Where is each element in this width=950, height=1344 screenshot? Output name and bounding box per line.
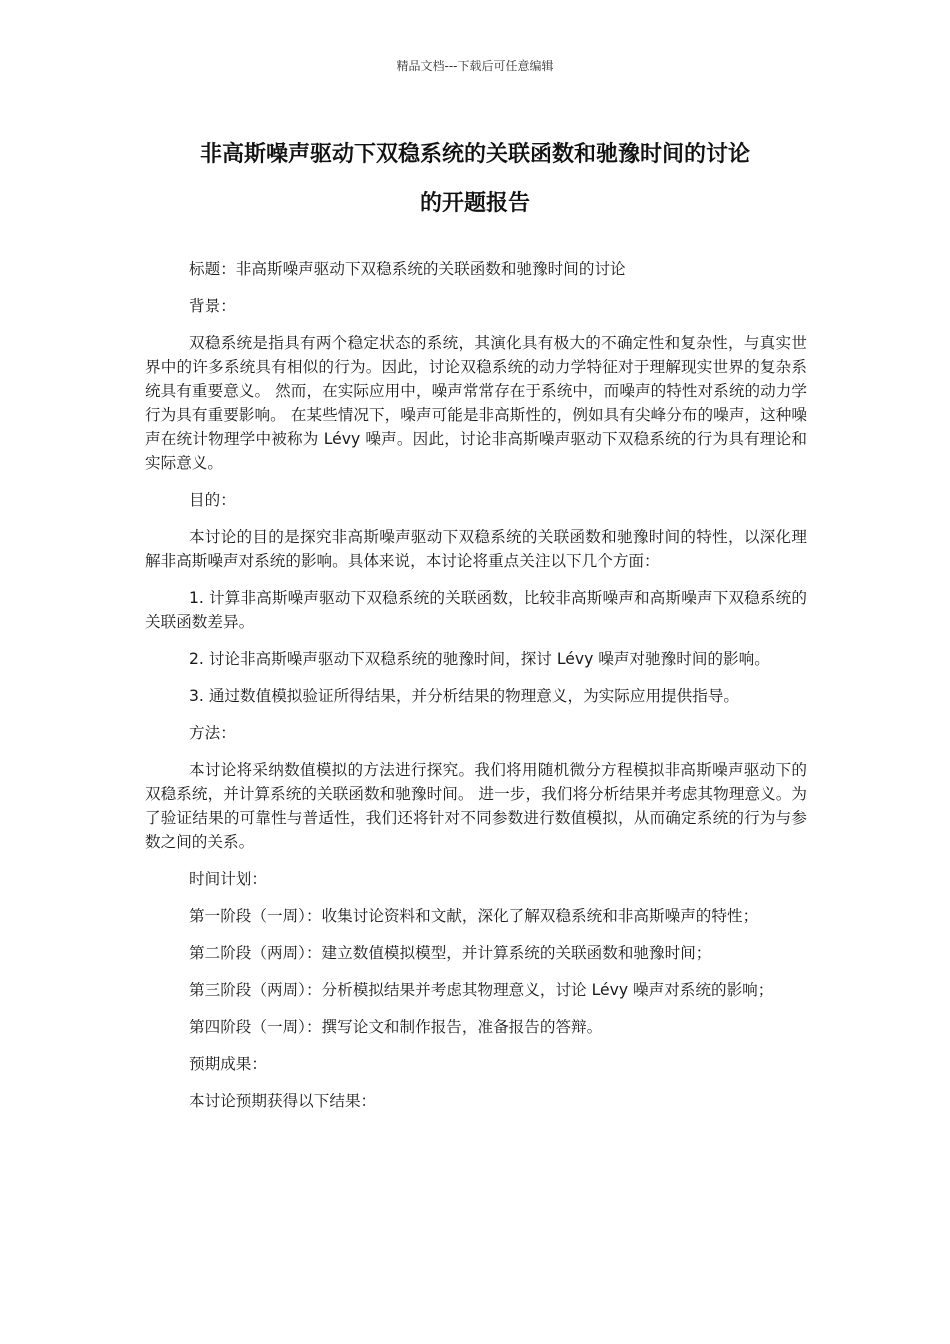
title-line-1: 非高斯噪声驱动下双稳系统的关联函数和驰豫时间的讨论	[199, 142, 750, 167]
background-heading: 背景：	[189, 297, 236, 315]
purpose-heading: 目的：	[189, 491, 236, 509]
background-paragraph: 双稳系统是指具有两个稳定状态的系统，其演化具有极大的不确定性和复杂性，与真实世界中的许多系统具有相似的行为。因此，讨论双稳系统的动力学特征对于理解现实世界的复杂系统具有重要意义。 然而，在实际应用中，噪声常常存在于系统中，而噪声的特性对系统的动力学行为具有重要影响。 在某些情况下，噪声可能是非高斯性的，例如具有尖峰分布的噪声，这种噪声在统计物理学中被称为 Lévy 噪声。因此，讨论非高斯噪声驱动下双稳系统的行为具有理论和实际意义。	[145, 334, 807, 472]
purpose-item-2: 2. 讨论非高斯噪声驱动下双稳系统的驰豫时间，探讨 Lévy 噪声对驰豫时间的影响。	[189, 650, 770, 668]
schedule-stage-3: 第三阶段（两周）：分析模拟结果并考虑其物理意义，讨论 Lévy 噪声对系统的影响；	[189, 981, 774, 999]
title-line-2: 的开题报告	[419, 191, 530, 216]
purpose-paragraph: 本讨论的目的是探究非高斯噪声驱动下双稳系统的关联函数和驰豫时间的特性，以深化理解非高斯噪声对系统的影响。具体来说，本讨论将重点关注以下几个方面：	[145, 528, 807, 570]
purpose-item-1: 1. 计算非高斯噪声驱动下双稳系统的关联函数，比较非高斯噪声和高斯噪声下双稳系统的关联函数差异。	[145, 589, 807, 631]
subject-line: 标题：非高斯噪声驱动下双稳系统的关联函数和驰豫时间的讨论	[189, 260, 626, 278]
schedule-stage-4: 第四阶段（一周）：撰写论文和制作报告，准备报告的答辩。	[189, 1018, 603, 1036]
page-header: 精品文档---下载后可任意编辑	[396, 59, 554, 73]
document-title	[130, 130, 820, 228]
method-paragraph: 本讨论将采纳数值模拟的方法进行探究。我们将用随机微分方程模拟非高斯噪声驱动下的双稳系统，并计算系统的关联函数和驰豫时间。 进一步，我们将分析结果并考虑其物理意义。为了验证结果的可靠性与普适性，我们还将针对不同参数进行数值模拟，从而确定系统的行为与参数之间的关系。	[145, 761, 807, 851]
purpose-item-3: 3. 通过数值模拟验证所得结果，并分析结果的物理意义，为实际应用提供指导。	[189, 687, 740, 705]
schedule-stage-2: 第二阶段（两周）：建立数值模拟模型，并计算系统的关联函数和驰豫时间；	[189, 944, 712, 962]
schedule-stage-1: 第一阶段（一周）：收集讨论资料和文献，深化了解双稳系统和非高斯噪声的特性；	[189, 907, 759, 925]
results-paragraph: 本讨论预期获得以下结果：	[189, 1092, 377, 1110]
document-body	[145, 257, 807, 1126]
schedule-heading: 时间计划：	[189, 870, 267, 888]
results-heading: 预期成果：	[189, 1055, 267, 1073]
method-heading: 方法：	[189, 724, 236, 742]
